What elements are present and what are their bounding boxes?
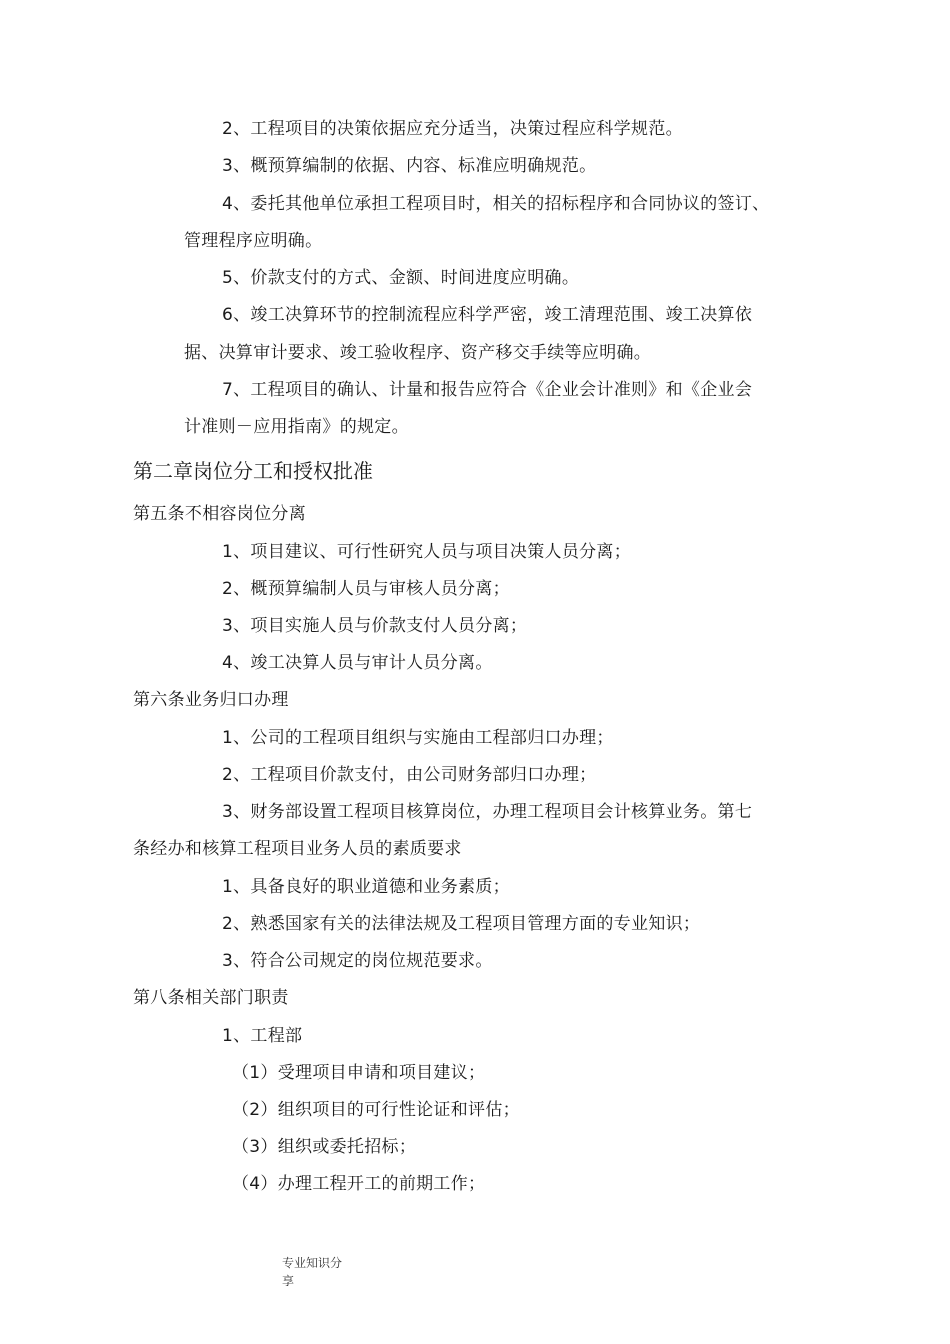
list-item: 1、公司的工程项目组织与实施由工程部归口办理；: [222, 728, 614, 748]
footer-text: 享: [282, 1274, 295, 1288]
list-item-continued: 条经办和核算工程项目业务人员的素质要求: [133, 839, 462, 859]
footer-text: 专业知识分: [282, 1256, 343, 1270]
list-item: 3、符合公司规定的岗位规范要求。: [222, 951, 493, 971]
clause-line-continued: 计准则－应用指南》的规定。: [184, 417, 409, 437]
sub-list-item: （4）办理工程开工的前期工作；: [232, 1174, 486, 1194]
article-heading: 第六条业务归口办理: [133, 690, 289, 710]
clause-line: 3、概预算编制的依据、内容、标准应明确规范。: [222, 156, 597, 176]
clause-line: 7、工程项目的确认、计量和报告应符合《企业会计准则》和《企业会: [222, 380, 753, 400]
list-item: 2、工程项目价款支付，由公司财务部归口办理；: [222, 765, 597, 785]
article-heading: 第八条相关部门职责: [133, 988, 289, 1008]
list-item: 3、财务部设置工程项目核算岗位，办理工程项目会计核算业务。第七: [222, 802, 753, 822]
clause-line: 5、价款支付的方式、金额、时间进度应明确。: [222, 268, 580, 288]
article-heading: 第五条不相容岗位分离: [133, 504, 306, 524]
list-item: 4、竣工决算人员与审计人员分离。: [222, 653, 493, 673]
clause-line-continued: 管理程序应明确。: [184, 231, 323, 251]
chapter-heading: 第二章岗位分工和授权批准: [133, 459, 373, 483]
sub-list-item: （2）组织项目的可行性论证和评估；: [232, 1100, 520, 1120]
clause-line: 2、工程项目的决策依据应充分适当，决策过程应科学规范。: [222, 119, 683, 139]
list-item: 1、项目建议、可行性研究人员与项目决策人员分离；: [222, 542, 632, 562]
list-item: 2、概预算编制人员与审核人员分离；: [222, 579, 510, 599]
sub-list-item: （3）组织或委托招标；: [232, 1137, 417, 1157]
list-item: 1、具备良好的职业道德和业务素质；: [222, 877, 510, 897]
clause-line: 4、委托其他单位承担工程项目时，相关的招标程序和合同协议的签订、: [222, 194, 770, 214]
list-item: 1、工程部: [222, 1026, 303, 1046]
clause-line: 6、竣工决算环节的控制流程应科学严密，竣工清理范围、竣工决算依: [222, 305, 753, 325]
list-item: 3、项目实施人员与价款支付人员分离；: [222, 616, 528, 636]
clause-line-continued: 据、决算审计要求、竣工验收程序、资产移交手续等应明确。: [184, 343, 652, 363]
sub-list-item: （1）受理项目申请和项目建议；: [232, 1063, 486, 1083]
list-item: 2、熟悉国家有关的法律法规及工程项目管理方面的专业知识；: [222, 914, 701, 934]
